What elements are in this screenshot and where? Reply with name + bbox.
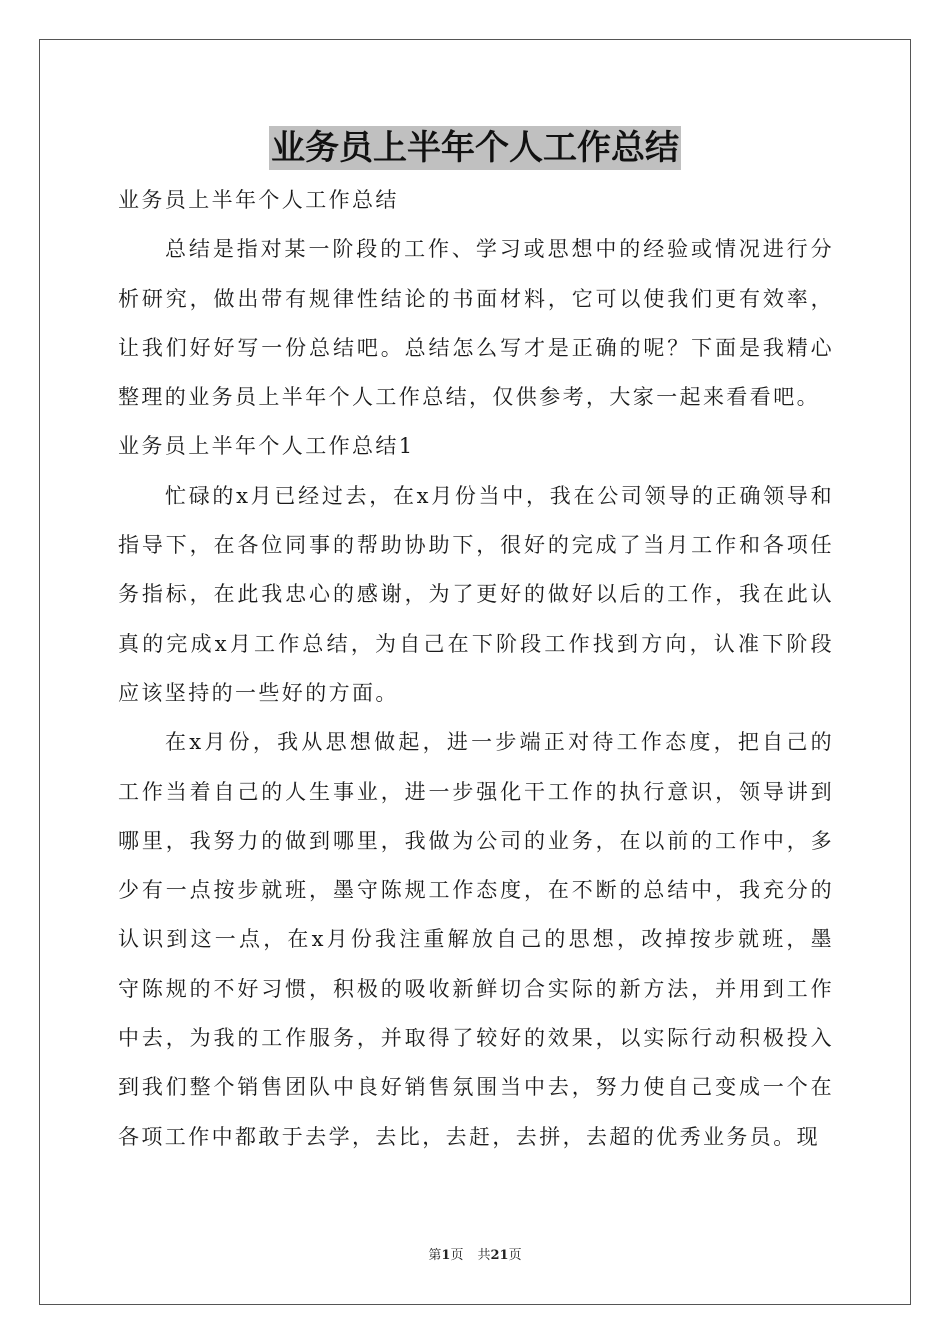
total-label-suffix: 页 — [508, 1248, 522, 1263]
body-paragraph: 业务员上半年个人工作总结 — [118, 188, 399, 212]
body-paragraph: 忙碌的x月已经过去，在x月份当中，我在公司领导的正确领导和指导下，在各位同事的帮助协助下，很好的完成了当月工作和各项任务指标，在此我忠心的感谢，为了更好的做好以后的工作，我在此认真的完成x月工作总结，为自己在下阶段工作找到方向，认准下阶段应该坚持的一些好的方面。 — [118, 483, 834, 705]
total-label-prefix: 共 — [477, 1248, 491, 1263]
document-body — [118, 176, 834, 1162]
page-number: 1 — [441, 1248, 451, 1263]
body-paragraph: 在x月份，我从思想做起，进一步端正对待工作态度，把自己的工作当着自己的人生事业，进一步强化干工作的执行意识，领导讲到哪里，我努力的做到哪里，我做为公司的业务，在以前的工作中，多少有一点按步就班，墨守陈规工作态度，在不断的总结中，我充分的认识到这一点，在x月份我注重解放自己的思想，改掉按步就班，墨守陈规的不好习惯，积极的吸收新鲜切合实际的新方法，并用到工作中去，为我的工作服务，并取得了较好的效果，以实际行动积极投入到我们整个销售团队中良好销售氛围当中去，努力使自己变成一个在各项工作中都敢于去学，去比，去赶，去拼，去超的优秀业务员。现 — [118, 730, 834, 1149]
page-label-suffix: 页 — [450, 1248, 464, 1263]
document-title: 业务员上半年个人工作总结 — [271, 128, 679, 168]
page-footer — [0, 1247, 950, 1265]
body-paragraph: 总结是指对某一阶段的工作、学习或思想中的经验或情况进行分析研究，做出带有规律性结论的书面材料，它可以使我们更有效率，让我们好好写一份总结吧。总结怎么写才是正确的呢？下面是我精心整理的业务员上半年个人工作总结，仅供参考，大家一起来看看吧。 — [118, 237, 834, 410]
page-label-prefix: 第 — [428, 1248, 442, 1263]
total-pages: 21 — [490, 1248, 509, 1263]
body-paragraph: 业务员上半年个人工作总结1 — [118, 434, 415, 459]
title-container — [0, 126, 950, 170]
